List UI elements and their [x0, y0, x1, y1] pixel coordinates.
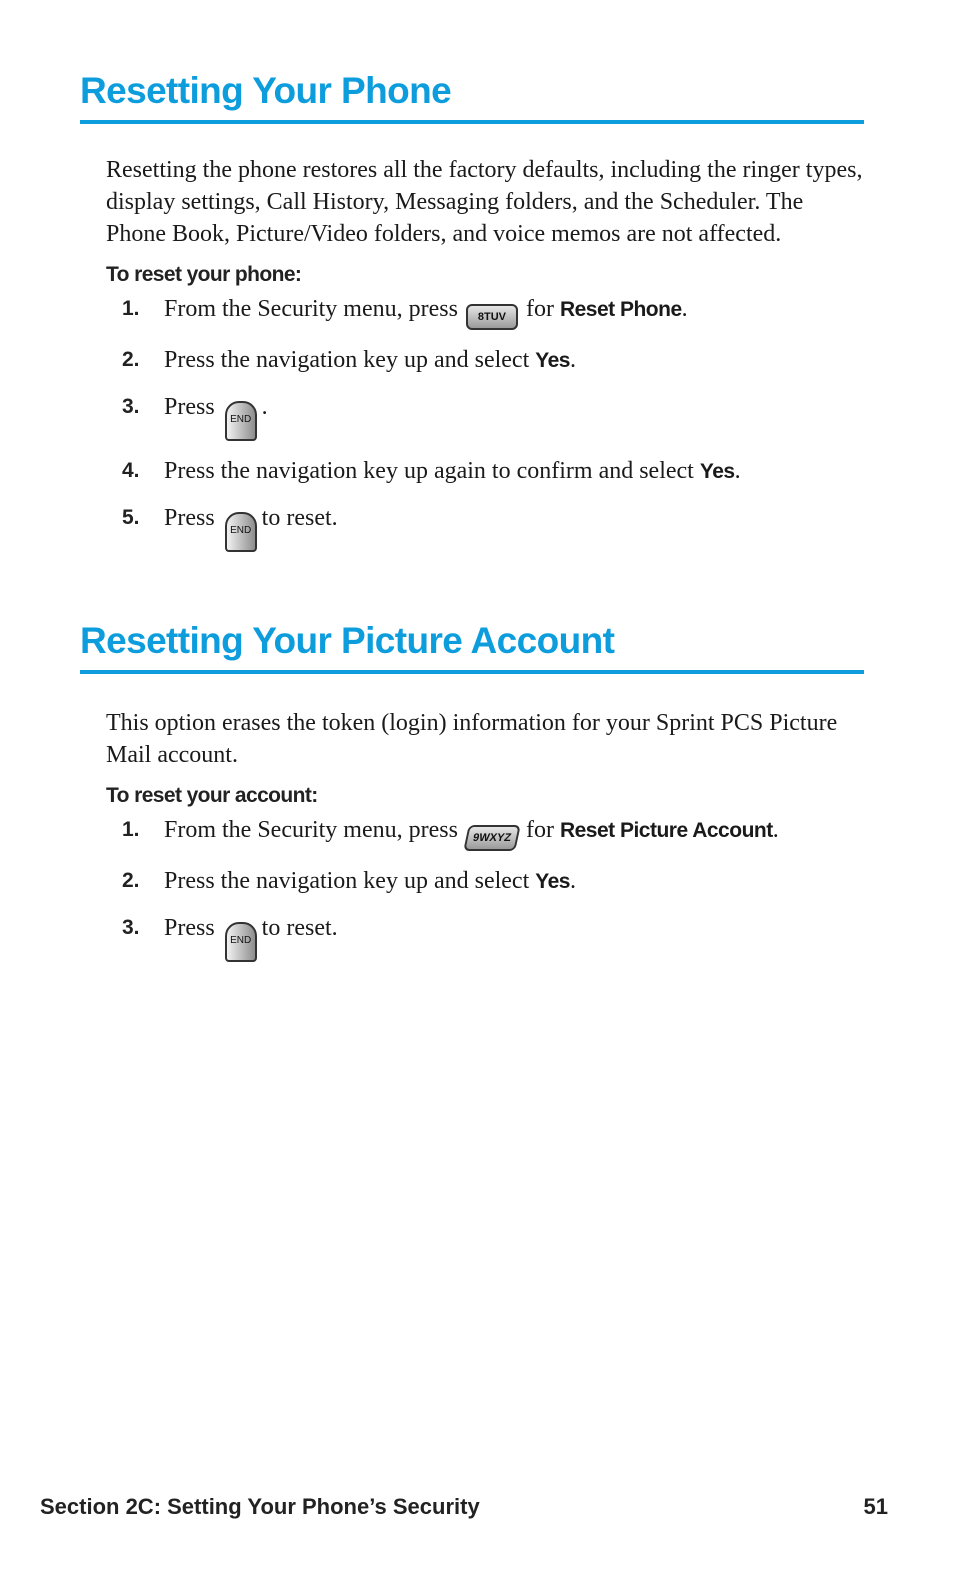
step-item — [80, 344, 864, 377]
section-resetting-phone — [80, 68, 864, 566]
end-key-icon: END — [225, 922, 257, 962]
step-punct: . — [569, 868, 576, 894]
step-text: Press the navigation key up and select — [164, 868, 530, 894]
page-number: 51 — [863, 1494, 888, 1519]
step-text: for — [525, 817, 554, 843]
step-punct: . — [681, 296, 688, 322]
end-key-icon: END — [225, 401, 257, 441]
intro-paragraph: This option erases the token (login) information for your Sprint PCS Picture Mail account. — [106, 710, 838, 768]
step-number: 2. — [122, 869, 140, 892]
step-number: 1. — [122, 818, 140, 841]
section-title: Resetting Your Phone — [80, 68, 864, 124]
step-item — [80, 293, 864, 330]
step-punct: . — [569, 347, 576, 373]
step-text: Press — [164, 505, 215, 531]
step-punct: . — [734, 458, 741, 484]
key-9-icon: 9WXYZ — [463, 825, 521, 851]
key-8-icon: 8TUV — [466, 304, 518, 330]
step-punct: . — [261, 394, 268, 420]
procedure-heading: To reset your phone: — [106, 263, 302, 286]
step-text: Press — [164, 915, 215, 941]
steps-list — [80, 293, 864, 552]
step-text: to reset. — [261, 505, 338, 531]
end-key-icon: END — [225, 512, 257, 552]
step-text: Press the navigation key up and select — [164, 347, 530, 373]
footer-section-title: Section 2C: Setting Your Phone’s Security — [40, 1494, 480, 1519]
menu-keyword: Yes — [535, 870, 570, 893]
step-punct: . — [772, 817, 779, 843]
step-number: 3. — [122, 395, 140, 418]
step-text: for — [525, 296, 554, 322]
steps-list — [80, 814, 864, 962]
step-text: Press the navigation key up again to confirm and select — [164, 458, 694, 484]
step-number: 2. — [122, 348, 140, 371]
step-number: 3. — [122, 916, 140, 939]
menu-keyword: Reset Phone — [559, 298, 682, 321]
page-footer — [40, 1494, 888, 1520]
step-text: From the Security menu, press — [164, 296, 458, 322]
step-item — [80, 455, 864, 488]
step-text: From the Security menu, press — [164, 817, 458, 843]
step-number: 4. — [122, 459, 140, 482]
intro-paragraph: Resetting the phone restores all the factory defaults, including the ringer types, display settings, Call History, Messaging folders, and the Scheduler. The Phone Book, Picture/Video folders, and voice memos are not affected. — [106, 157, 863, 247]
step-item — [80, 814, 864, 851]
section-resetting-picture-account — [80, 618, 864, 976]
section-title: Resetting Your Picture Account — [80, 618, 864, 674]
menu-keyword: Reset Picture Account — [559, 819, 773, 842]
menu-keyword: Yes — [535, 349, 570, 372]
step-item — [80, 912, 864, 962]
menu-keyword: Yes — [699, 460, 735, 483]
step-item — [80, 502, 864, 552]
procedure-heading: To reset your account: — [106, 784, 318, 807]
step-item — [80, 865, 864, 898]
step-text: Press — [164, 394, 215, 420]
step-number: 5. — [122, 506, 140, 529]
step-text: to reset. — [261, 915, 338, 941]
step-item — [80, 391, 864, 441]
step-number: 1. — [122, 297, 140, 320]
